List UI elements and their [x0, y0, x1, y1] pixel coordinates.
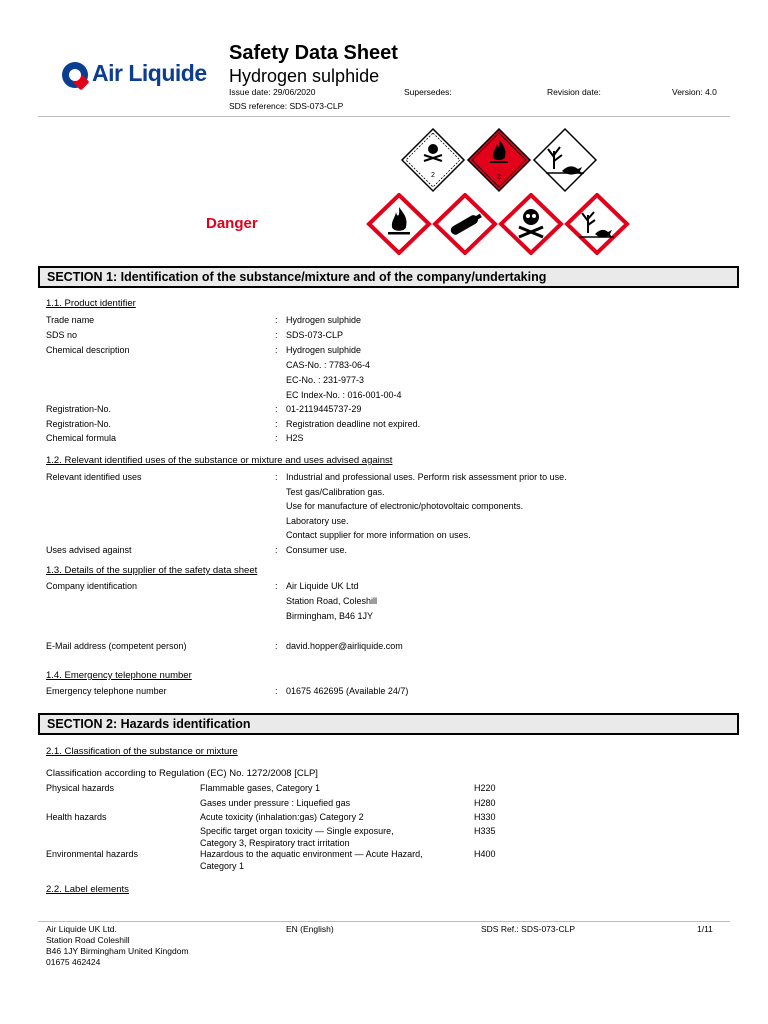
company-name: Air Liquide UK Ltd [286, 581, 359, 591]
colon: : [275, 545, 278, 555]
air-liquide-logo-icon [62, 62, 88, 88]
hazard-code: H220 [474, 783, 496, 793]
ghs-flammable-icon [366, 193, 432, 255]
uses-advised-against-label: Uses advised against [46, 545, 132, 555]
section-2-header: SECTION 2: Hazards identification [38, 713, 739, 735]
registration-no-label-2: Registration-No. [46, 419, 112, 429]
hazard-description: Gases under pressure : Liquefied gas [200, 798, 351, 808]
subsection-1-4: 1.4. Emergency telephone number [46, 670, 192, 681]
sds-no-value: SDS-073-CLP [286, 330, 344, 340]
hazard-description-cont: Category 1 [200, 861, 245, 871]
colon: : [275, 345, 278, 355]
chemical-formula-value: H2S [286, 433, 304, 443]
email-value[interactable]: david.hopper@airliquide.com [286, 641, 403, 651]
revision-date: Revision date: [547, 87, 601, 97]
transport-environment-icon [532, 127, 598, 193]
hazard-description-cont: Category 3, Respiratory tract irritation [200, 838, 350, 848]
identified-use: Industrial and professional uses. Perform risk assessment prior to use. [286, 472, 567, 482]
product-name: Hydrogen sulphide [229, 66, 380, 86]
hazard-category: Physical hazards [46, 783, 115, 793]
identified-use: Laboratory use. [286, 516, 349, 526]
logo-text: Air Liquide [92, 60, 207, 86]
chemical-formula-label: Chemical formula [46, 433, 117, 443]
identified-use: Test gas/Calibration gas. [286, 487, 385, 497]
subsection-1-3: 1.3. Details of the supplier of the safety data sheet [46, 565, 258, 576]
uses-advised-against-value: Consumer use. [286, 545, 348, 555]
registration-deadline: Registration deadline not expired. [286, 419, 421, 429]
footer-city: B46 1JY Birmingham United Kingdom [46, 946, 189, 956]
transport-flammable-gas-icon [466, 127, 532, 193]
hazard-code: H400 [474, 849, 496, 859]
colon: : [275, 686, 278, 696]
air-liquide-logo [62, 60, 212, 92]
hazard-description: Flammable gases, Category 1 [200, 783, 321, 793]
hazard-description: Hazardous to the aquatic environment — Acute Hazard, [200, 849, 423, 859]
emergency-phone-value: 01675 462695 (Available 24/7) [286, 686, 409, 696]
hazard-category: Environmental hazards [46, 849, 139, 859]
footer-phone: 01675 462424 [46, 957, 101, 967]
colon: : [275, 330, 278, 340]
registration-no-value: 01-2119445737-29 [286, 404, 362, 414]
company-city: Birmingham, B46 1JY [286, 611, 374, 621]
section-1-header: SECTION 1: Identification of the substance/mixture and of the company/undertaking [38, 266, 739, 288]
ec-number: EC-No. : 231-977-3 [286, 375, 365, 385]
company-street: Station Road, Coleshill [286, 596, 378, 606]
colon: : [275, 472, 278, 482]
identified-use: Contact supplier for more information on uses. [286, 530, 471, 540]
hazard-description: Specific target organ toxicity — Single exposure, [200, 826, 394, 836]
supersedes: Supersedes: [404, 87, 452, 97]
colon: : [275, 315, 278, 325]
ec-index-number: EC Index-No. : 016-001-00-4 [286, 390, 402, 400]
ghs-gas-cylinder-icon [432, 193, 498, 255]
company-identification-label: Company identification [46, 581, 138, 591]
footer-language: EN (English) [286, 924, 334, 934]
page-number: 1/11 [697, 924, 713, 934]
chemical-description-value: Hydrogen sulphide [286, 345, 362, 355]
emergency-phone-label: Emergency telephone number [46, 686, 167, 696]
issue-date: Issue date: 29/06/2020 [229, 87, 316, 97]
footer-sds-ref: SDS Ref.: SDS-073-CLP [481, 924, 576, 934]
subsection-2-2: 2.2. Label elements [46, 884, 129, 895]
hazard-code: H280 [474, 798, 496, 808]
identified-uses-label: Relevant identified uses [46, 472, 142, 482]
hazard-code: H335 [474, 826, 496, 836]
classification-regulation: Classification according to Regulation (EC) No. 1272/2008 [CLP] [46, 768, 318, 779]
colon: : [275, 433, 278, 443]
transport-toxic-gas-icon [400, 127, 466, 193]
hazard-code: H330 [474, 812, 496, 822]
header-divider [38, 116, 730, 117]
footer-street: Station Road Coleshill [46, 935, 130, 945]
hazard-category: Health hazards [46, 812, 107, 822]
registration-no-label: Registration-No. [46, 404, 112, 414]
subsection-1-1: 1.1. Product identifier [46, 298, 136, 309]
email-label: E-Mail address (competent person) [46, 641, 187, 651]
cas-number: CAS-No. : 7783-06-4 [286, 360, 371, 370]
signal-word: Danger [206, 215, 258, 232]
subsection-2-1: 2.1. Classification of the substance or mixture [46, 746, 238, 757]
footer-company: Air Liquide UK Ltd. [46, 924, 117, 934]
subsection-1-2: 1.2. Relevant identified uses of the substance or mixture and uses advised against [46, 455, 393, 466]
footer-divider [38, 921, 730, 922]
chemical-description-label: Chemical description [46, 345, 130, 355]
ghs-skull-crossbones-icon [498, 193, 564, 255]
colon: : [275, 641, 278, 651]
colon: : [275, 419, 278, 429]
colon: : [275, 581, 278, 591]
sds-reference: SDS reference: SDS-073-CLP [229, 101, 344, 111]
colon: : [275, 404, 278, 414]
sds-no-label: SDS no [46, 330, 78, 340]
transport-class-2: 2 [497, 174, 501, 181]
version: Version: 4.0 [672, 87, 717, 97]
identified-use: Use for manufacture of electronic/photovoltaic components. [286, 501, 524, 511]
ghs-environment-icon [564, 193, 630, 255]
hazard-description: Acute toxicity (inhalation:gas) Category 2 [200, 812, 364, 822]
trade-name-value: Hydrogen sulphide [286, 315, 362, 325]
document-title: Safety Data Sheet [229, 42, 398, 64]
transport-class-1: 2 [431, 172, 435, 179]
trade-name-label: Trade name [46, 315, 95, 325]
